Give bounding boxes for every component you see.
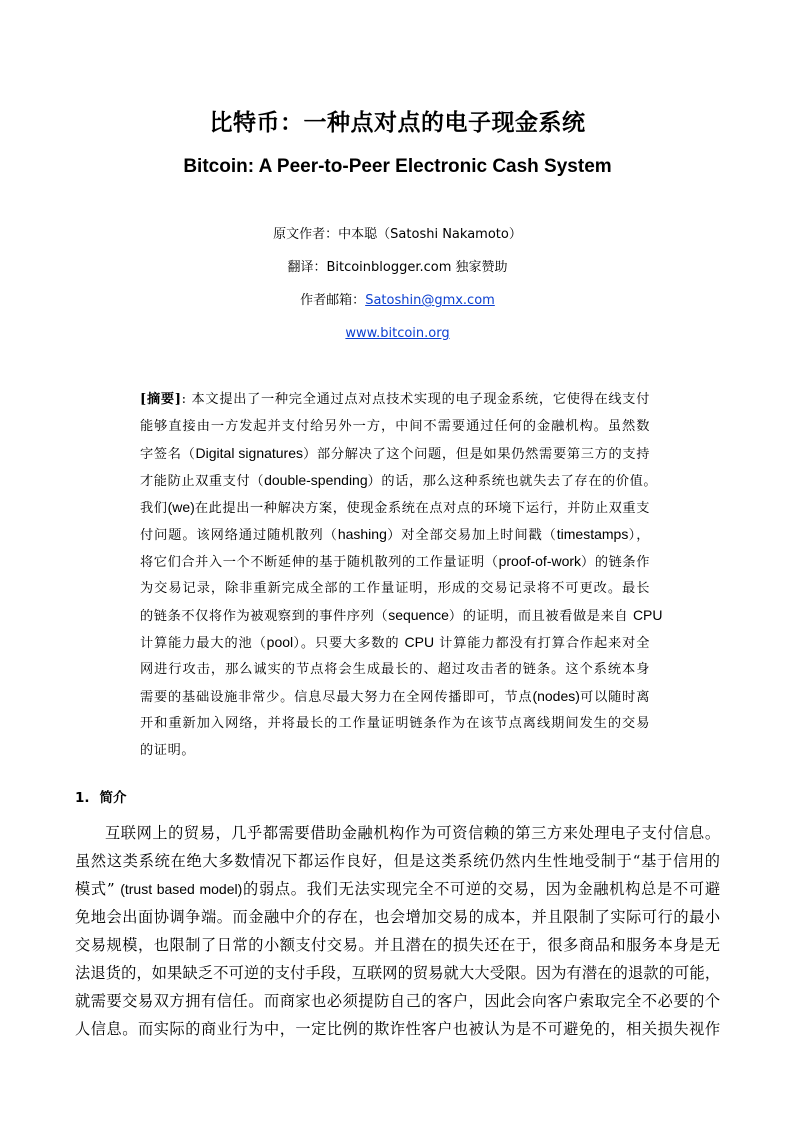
text-line bbox=[140, 494, 650, 521]
text-segment: ）的证明，而且被看做是来自 bbox=[448, 609, 633, 624]
website-line bbox=[0, 325, 795, 343]
email-link[interactable]: Satoshin@gmx.com bbox=[365, 293, 495, 308]
text-segment: 在此提出一种解决方案，使现金系统在点对点的环境下运行，并防止双重支 bbox=[194, 501, 651, 516]
text-segment: ）对全部交易加上时间戳（ bbox=[386, 528, 557, 543]
text-segment: ）的话，那么这种系统也就失去了存在的价值。 bbox=[367, 474, 658, 489]
text-line bbox=[75, 875, 720, 903]
text-segment: 免地会出面协调争端。而金融中介的存在，也会增加交易的成本，并且限制了实际可行的最小 bbox=[75, 908, 720, 926]
text-line bbox=[140, 575, 650, 602]
email-line bbox=[0, 292, 795, 310]
text-segment: 的弱点。我们无法实现完全不可逆的交易，因为金融机构总是不可避 bbox=[242, 880, 721, 898]
text-segment: sequence bbox=[388, 607, 449, 623]
author-line: 原文作者：中本聪（Satoshi Nakamoto） bbox=[273, 227, 522, 242]
text-segment: 互联网上的贸易，几乎都需要借助金融机构作为可资信赖的第三方来处理电子支付信息。 bbox=[105, 824, 720, 842]
text-segment: 需要的基础设施非常少。信息尽最大努力在全网传播即可，节点 bbox=[140, 690, 533, 705]
text-line bbox=[140, 602, 663, 629]
abstract bbox=[140, 386, 663, 764]
text-segment: 计算能力都没有打算合作起来对全 bbox=[434, 636, 650, 651]
text-line bbox=[140, 683, 650, 710]
text-segment: (we) bbox=[167, 499, 195, 515]
text-segment: CPU bbox=[632, 607, 663, 623]
text-segment: proof-of-work bbox=[498, 553, 582, 569]
text-segment: pool bbox=[266, 634, 294, 650]
text-segment: 网进行攻击，那么诚实的节点将会生成最长的、超过攻击者的链条。这个系统本身 bbox=[140, 662, 650, 677]
text-segment: 人信息。而实际的商业行为中，一定比例的欺诈性客户也被认为是不可避免的，相关损失视作 bbox=[75, 1020, 720, 1038]
translation-line: 翻译：Bitcoinblogger.com 独家赞助 bbox=[287, 260, 508, 275]
text-segment: 字签名（ bbox=[140, 447, 196, 462]
text-line bbox=[140, 386, 650, 413]
text-segment: 才能防止双重支付（ bbox=[140, 474, 265, 489]
text-segment: : 本文提出了一种完全通过点对点技术实现的电子现金系统，它使得在线支付 bbox=[181, 392, 650, 407]
text-line bbox=[140, 710, 650, 737]
text-segment: (trust based model) bbox=[120, 881, 243, 897]
text-segment: 我们 bbox=[140, 501, 168, 516]
text-line bbox=[75, 931, 720, 959]
section-heading-introduction bbox=[75, 788, 127, 808]
text-segment: 计算能力最大的池（ bbox=[140, 636, 267, 651]
abstract-label: [摘要] bbox=[140, 392, 182, 407]
text-line bbox=[140, 467, 658, 494]
text-line bbox=[75, 903, 720, 931]
text-line bbox=[75, 959, 720, 987]
text-segment: 就需要交易双方拥有信任。而商家也必须提防自己的客户，因此会向客户索取完全不必要的个 bbox=[75, 992, 720, 1010]
website-link[interactable]: www.bitcoin.org bbox=[345, 326, 450, 341]
text-line bbox=[75, 987, 720, 1015]
text-segment: hashing bbox=[337, 526, 387, 542]
text-segment: 模式” bbox=[75, 880, 121, 898]
text-line bbox=[140, 629, 650, 656]
text-segment: timestamps bbox=[556, 526, 629, 542]
text-line bbox=[140, 737, 650, 764]
text-line bbox=[140, 656, 650, 683]
text-line bbox=[75, 847, 720, 875]
text-segment: 可以随时离 bbox=[579, 690, 650, 705]
text-segment: double-spending bbox=[264, 472, 368, 488]
text-segment: 交易规模，也限制了日常的小额支付交易。并且潜在的损失还在于，很多商品和服务本身是无 bbox=[75, 936, 720, 954]
section-title: 简介 bbox=[99, 790, 127, 806]
text-segment: 为交易记录，除非重新完成全部的工作量证明，形成的交易记录将不可更改。最长 bbox=[140, 581, 650, 596]
text-line bbox=[140, 440, 650, 467]
title-chinese: 比特币：一种点对点的电子现金系统 bbox=[209, 110, 586, 136]
text-line bbox=[75, 1015, 720, 1043]
text-segment: 将它们合并入一个不断延伸的基于随机散列的工作量证明（ bbox=[140, 555, 499, 570]
text-segment: ）部分解决了这个问题，但是如果仍然需要第三方的支持 bbox=[303, 447, 651, 462]
text-segment: (nodes) bbox=[532, 688, 580, 704]
text-line bbox=[140, 521, 650, 548]
text-segment: 的证明。 bbox=[140, 743, 196, 758]
text-segment: 虽然这类系统在绝大多数情况下都运作良好，但是这类系统仍然内生性地受制于“基于信用的 bbox=[75, 852, 720, 870]
text-segment: ）的链条作 bbox=[581, 555, 651, 570]
text-line bbox=[75, 819, 720, 847]
text-line bbox=[140, 548, 650, 575]
section-number: 1. bbox=[75, 790, 90, 806]
introduction-paragraph bbox=[75, 819, 720, 1043]
text-line bbox=[140, 413, 650, 440]
text-segment: 付问题。该网络通过随机散列（ bbox=[140, 528, 338, 543]
text-segment: 法退货的，如果缺乏不可逆的支付手段，互联网的贸易就大大受限。因为有潜在的退款的可能， bbox=[75, 964, 720, 982]
text-segment: 的链条不仅将作为被观察到的事件序列（ bbox=[140, 609, 389, 624]
text-segment: 能够直接由一方发起并支付给另外一方，中间不需要通过任何的金融机构。虽然数 bbox=[140, 419, 650, 434]
text-segment: CPU bbox=[404, 634, 435, 650]
text-segment: 开和重新加入网络，并将最长的工作量证明链条作为在该节点离线期间发生的交易 bbox=[140, 716, 650, 731]
email-label: 作者邮箱： bbox=[300, 293, 366, 308]
text-segment: ）， bbox=[628, 528, 650, 543]
text-segment: ）。只要大多数的 bbox=[293, 636, 405, 651]
title-english: Bitcoin: A Peer-to-Peer Electronic Cash System bbox=[183, 156, 612, 177]
text-segment: Digital signatures bbox=[195, 445, 304, 461]
